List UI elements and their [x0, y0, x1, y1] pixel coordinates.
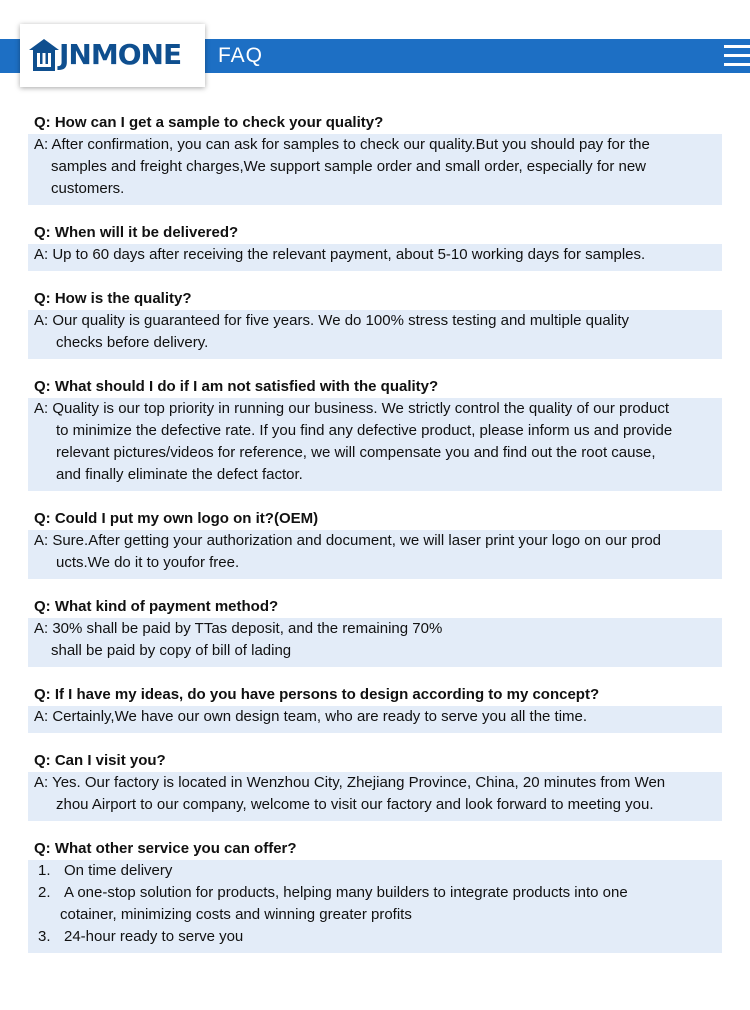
faq-item-quality [28, 288, 722, 359]
faq-item-oem [28, 508, 722, 579]
faq-question: Q: Can I visit you? [34, 752, 166, 769]
service-list [28, 860, 722, 953]
faq-question: Q: How is the quality? [34, 290, 192, 307]
faq-answer: A: After confirmation, you can ask for samples to check our quality.But you should pay for the samples and freight charges,We support sample order and small order, especially for new customers. [28, 134, 722, 205]
faq-question: Q: How can I get a sample to check your quality? [34, 114, 384, 131]
page-title: FAQ [218, 44, 264, 67]
list-item: 1. On time delivery [38, 862, 173, 879]
faq-question: Q: What kind of payment method? [34, 598, 279, 615]
faq-answer: A: Yes. Our factory is located in Wenzhou City, Zhejiang Province, China, 20 minutes from Wen zhou Airport to our company, welcome to visit our factory and look forward to meeting you. [28, 772, 722, 821]
faq-question: Q: If I have my ideas, do you have persons to design according to my concept? [34, 686, 600, 703]
faq-item-visit [28, 750, 722, 821]
faq-question: Q: When will it be delivered? [34, 224, 239, 241]
faq-item-design [28, 684, 722, 733]
faq-item-payment [28, 596, 722, 667]
menu-icon[interactable] [724, 43, 750, 69]
faq-item-delivery [28, 222, 722, 271]
logo-text: JNMONE [59, 38, 182, 71]
faq-question: Q: What should I do if I am not satisfied with the quality? [34, 378, 439, 395]
faq-answer: A: Up to 60 days after receiving the relevant payment, about 5-10 working days for samples. [28, 244, 722, 271]
faq-answer: A: Quality is our top priority in running our business. We strictly control the quality of our product to minimize the defective rate. If you find any defective product, please inform us and provide relevant pictures/videos for reference, we will compensate you and find out the root cause, and finally eliminate the defect factor. [28, 398, 722, 491]
faq-item-services [28, 838, 722, 953]
faq-question: Q: Could I put my own logo on it?(OEM) [34, 510, 319, 527]
faq-answer: A: Certainly,We have our own design team, who are ready to serve you all the time. [28, 706, 722, 733]
faq-item-not-satisfied [28, 376, 722, 491]
logo-house-icon [29, 39, 59, 71]
logo[interactable] [20, 24, 205, 87]
list-item: 2. A one-stop solution for products, helping many builders to integrate products into one cotainer, minimizing costs and winning greater profits [38, 884, 628, 923]
faq-answer: A: 30% shall be paid by TTas deposit, and the remaining 70% shall be paid by copy of bill of lading [28, 618, 722, 667]
list-item: 3. 24-hour ready to serve you [38, 928, 244, 945]
faq-item-sample [28, 112, 722, 205]
faq-answer: A: Our quality is guaranteed for five years. We do 100% stress testing and multiple quality checks before delivery. [28, 310, 722, 359]
faq-question: Q: What other service you can offer? [34, 840, 297, 857]
faq-answer: A: Sure.After getting your authorization and document, we will laser print your logo on our prod ucts.We do it to youfor free. [28, 530, 722, 579]
